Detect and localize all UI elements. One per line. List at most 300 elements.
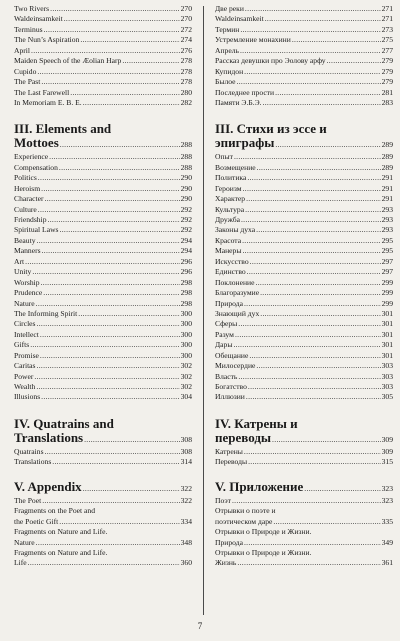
entry-title: Власть xyxy=(215,371,238,381)
dot-leader xyxy=(246,194,381,204)
toc-entry xyxy=(215,4,393,14)
entry-page: 294 xyxy=(180,235,192,245)
dot-leader xyxy=(80,35,179,45)
dot-leader xyxy=(31,46,180,56)
section-heading-line xyxy=(215,431,393,447)
entry-title: The Nun’s Aspiration xyxy=(14,35,80,45)
section-heading-text: переводы xyxy=(215,429,272,445)
entry-page: 303 xyxy=(381,371,393,381)
dot-leader xyxy=(244,67,380,77)
entry-page: 293 xyxy=(381,215,393,224)
dot-leader xyxy=(249,351,380,361)
section-page: 289 xyxy=(381,140,393,150)
toc-entry xyxy=(215,278,393,288)
entry-page: 301 xyxy=(381,340,393,350)
toc-entry xyxy=(215,319,393,329)
dot-leader xyxy=(70,88,179,98)
toc-entry xyxy=(14,257,192,267)
entry-title: Возмещение xyxy=(215,162,256,172)
toc-entry xyxy=(215,225,393,235)
dot-leader xyxy=(28,558,180,568)
toc-entry xyxy=(215,340,393,350)
entry-page: 298 xyxy=(180,288,192,298)
toc-entry xyxy=(14,372,192,382)
toc-entry xyxy=(215,205,393,215)
toc-entry xyxy=(14,267,192,277)
toc-entry xyxy=(215,517,393,527)
entry-page: 302 xyxy=(180,361,192,371)
dot-leader xyxy=(327,56,381,66)
dot-leader xyxy=(59,517,179,527)
entry-title: Богатство xyxy=(215,382,247,391)
section-heading: IV. Quatrains and xyxy=(14,415,114,431)
entry-page: 300 xyxy=(180,350,192,360)
toc-entry xyxy=(14,288,192,298)
toc-entry xyxy=(215,309,393,319)
toc-entry xyxy=(14,361,192,371)
entry-title: Две реки xyxy=(215,4,244,13)
entry-page: 283 xyxy=(381,97,393,107)
entry-title: Переводы xyxy=(215,457,248,467)
entry-title: Maiden Speech of the Æolian Harp xyxy=(14,56,122,66)
toc-entry xyxy=(215,447,393,457)
dot-leader xyxy=(263,98,381,108)
entry-page: 304 xyxy=(180,392,192,402)
dot-leader xyxy=(41,77,179,87)
dot-leader xyxy=(37,319,180,329)
dot-leader xyxy=(34,372,179,382)
entry-title: Купидон xyxy=(215,66,244,76)
entry-page: 272 xyxy=(180,24,192,34)
entry-title: Caritas xyxy=(14,361,36,371)
dot-leader xyxy=(241,215,381,225)
toc-entry xyxy=(14,67,192,77)
entry-title: Character xyxy=(14,194,44,204)
entry-page: 295 xyxy=(381,246,393,256)
entry-title: The Informing Spirit xyxy=(14,308,78,318)
entry-title: Природа xyxy=(215,537,243,547)
dot-leader xyxy=(38,205,180,215)
toc-entry xyxy=(215,14,393,24)
entry-page: 292 xyxy=(180,204,192,214)
dot-leader xyxy=(60,138,180,152)
toc-entry xyxy=(14,340,192,350)
entry-page: 296 xyxy=(180,267,192,277)
entry-page: 293 xyxy=(381,204,393,214)
section-spacer xyxy=(14,403,192,417)
toc-entry xyxy=(14,98,192,108)
entry-page: 303 xyxy=(381,382,393,391)
dot-leader xyxy=(245,4,381,14)
entry-title: Разум xyxy=(215,329,234,339)
entry-page: 308 xyxy=(180,446,192,456)
entry-page: 302 xyxy=(180,371,192,381)
dot-leader xyxy=(36,299,180,309)
dot-leader xyxy=(260,309,380,319)
dot-leader xyxy=(41,278,180,288)
toc-entry-lead: Fragments on the Poet and xyxy=(14,506,95,516)
toc-entry xyxy=(215,152,393,162)
dot-leader xyxy=(248,457,381,467)
entry-title: Былое xyxy=(215,77,236,87)
entry-page: 288 xyxy=(180,152,192,162)
entry-page: 277 xyxy=(381,45,393,55)
entry-page: 282 xyxy=(180,97,192,107)
entry-page: 288 xyxy=(180,162,192,172)
dot-leader xyxy=(242,246,380,256)
entry-page: 276 xyxy=(180,45,192,55)
entry-title: Сферы xyxy=(215,319,238,329)
entry-page: 300 xyxy=(180,340,192,350)
entry-page: 292 xyxy=(180,225,192,235)
dot-leader xyxy=(40,330,180,340)
entry-page: 300 xyxy=(180,319,192,329)
section-heading: IV. Катрены и xyxy=(215,415,298,431)
entry-title: Art xyxy=(14,256,25,266)
toc-entry xyxy=(215,392,393,402)
entry-title: Характер xyxy=(215,194,246,204)
dot-leader xyxy=(304,482,380,496)
section-spacer xyxy=(215,468,393,480)
entry-page: 281 xyxy=(381,87,393,97)
entry-page: 335 xyxy=(381,516,393,526)
entry-title: Gifts xyxy=(14,340,30,350)
dot-leader xyxy=(275,138,380,152)
entry-page: 293 xyxy=(381,225,393,235)
dot-leader xyxy=(237,558,380,568)
dot-leader xyxy=(78,309,179,319)
entry-page: 279 xyxy=(381,77,393,87)
section-page: 309 xyxy=(381,434,393,444)
entry-title: поэтическом даре xyxy=(215,516,273,526)
dot-leader xyxy=(122,56,179,66)
toc-entry xyxy=(215,382,393,392)
dot-leader xyxy=(275,88,381,98)
dot-leader xyxy=(244,447,381,457)
entry-title: Circles xyxy=(14,319,36,329)
entry-title: Иллюзии xyxy=(215,392,245,402)
entry-page: 271 xyxy=(381,4,393,13)
entry-title: Prudence xyxy=(14,288,43,298)
dot-leader xyxy=(30,340,179,350)
entry-title: Manners xyxy=(14,246,41,256)
entry-title: Worship xyxy=(14,277,40,287)
toc-entry xyxy=(215,25,393,35)
dot-leader xyxy=(49,152,179,162)
toc-entry xyxy=(215,267,393,277)
entry-page: 292 xyxy=(180,215,192,224)
entry-page: 298 xyxy=(180,298,192,308)
toc-entry xyxy=(14,496,192,506)
toc-entry xyxy=(215,163,393,173)
entry-title: Culture xyxy=(14,204,37,214)
toc-entry xyxy=(14,152,192,162)
entry-title: Cupido xyxy=(14,66,37,76)
entry-page: 301 xyxy=(381,350,393,360)
toc-entry xyxy=(14,457,192,467)
entry-title: Terminus xyxy=(14,24,43,34)
entry-title: Обещание xyxy=(215,350,249,360)
entry-title: Искусство xyxy=(215,256,249,266)
entry-title: Quatrains xyxy=(14,446,44,456)
toc-entry xyxy=(14,558,192,568)
entry-title: Power xyxy=(14,371,34,381)
section-heading-text: Translations xyxy=(14,429,84,445)
section-page: 322 xyxy=(180,483,192,493)
toc-entry xyxy=(14,351,192,361)
toc-entry-lead: Отрывки о поэте и xyxy=(215,506,276,516)
dot-leader xyxy=(38,173,180,183)
toc-entry xyxy=(215,56,393,66)
toc-entry xyxy=(215,88,393,98)
entry-title: Nature xyxy=(14,298,35,308)
dot-leader xyxy=(244,299,381,309)
dot-leader xyxy=(83,482,180,496)
entry-page: 291 xyxy=(381,183,393,193)
entry-page: 278 xyxy=(180,56,192,66)
section-page: 308 xyxy=(180,434,192,444)
toc-entry xyxy=(14,309,192,319)
dot-leader xyxy=(32,267,179,277)
toc-entry xyxy=(215,372,393,382)
entry-page: 296 xyxy=(180,256,192,266)
toc-entry xyxy=(14,517,192,527)
entry-page: 298 xyxy=(180,277,192,287)
entry-page: 289 xyxy=(381,152,393,162)
entry-page: 361 xyxy=(381,558,393,568)
section-spacer xyxy=(215,403,393,417)
entry-title: The Poet xyxy=(14,495,42,505)
entry-title: Дары xyxy=(215,340,233,350)
entry-page: 301 xyxy=(381,329,393,339)
dot-leader xyxy=(265,14,381,24)
dot-leader xyxy=(257,163,381,173)
section-heading-line xyxy=(14,480,192,496)
toc-column-russian xyxy=(215,4,393,569)
toc-entry xyxy=(14,392,192,402)
entry-page: 271 xyxy=(381,14,393,24)
entry-title: Waldeinsamkeit xyxy=(14,14,63,24)
toc-entry xyxy=(14,77,192,87)
toc-entry xyxy=(215,330,393,340)
entry-page: 290 xyxy=(180,194,192,204)
entry-page: 299 xyxy=(381,298,393,308)
entry-title: Поэт xyxy=(215,495,231,505)
dot-leader xyxy=(237,77,381,87)
entry-title: Wealth xyxy=(14,382,36,391)
section-page: 323 xyxy=(381,483,393,493)
toc-entry xyxy=(14,215,192,225)
entry-title: Устремление монахини xyxy=(215,35,291,45)
entry-title: Experience xyxy=(14,152,49,162)
toc-entry-lead: Fragments on Nature and Life. xyxy=(14,547,108,557)
dot-leader xyxy=(235,330,381,340)
dot-leader xyxy=(83,98,180,108)
entry-page: 360 xyxy=(180,558,192,568)
column-divider xyxy=(203,6,204,615)
dot-leader xyxy=(48,215,180,225)
dot-leader xyxy=(234,152,381,162)
dot-leader xyxy=(60,225,180,235)
dot-leader xyxy=(243,184,381,194)
dot-leader xyxy=(37,67,179,77)
dot-leader xyxy=(41,184,179,194)
dot-leader xyxy=(52,457,179,467)
entry-page: 301 xyxy=(381,319,393,329)
dot-leader xyxy=(246,392,381,402)
entry-title: Life xyxy=(14,558,27,568)
entry-title: Illusions xyxy=(14,392,41,402)
entry-title: Культура xyxy=(215,204,245,214)
entry-page: 323 xyxy=(381,495,393,505)
dot-leader xyxy=(273,517,380,527)
toc-entry-lead: Отрывки о Природе и Жизни. xyxy=(215,547,312,557)
entry-page: 270 xyxy=(180,4,192,13)
entry-page: 279 xyxy=(381,66,393,76)
entry-page: 302 xyxy=(180,382,192,391)
toc-entry xyxy=(14,205,192,215)
entry-title: Nature xyxy=(14,537,35,547)
entry-title: Поклонение xyxy=(215,277,255,287)
dot-leader xyxy=(240,46,381,56)
dot-leader xyxy=(42,496,179,506)
toc-entry xyxy=(14,14,192,24)
entry-title: Heroism xyxy=(14,183,41,193)
dot-leader xyxy=(43,288,179,298)
section-spacer xyxy=(14,468,192,480)
entry-page: 273 xyxy=(381,24,393,34)
toc-entry xyxy=(215,184,393,194)
toc-entry xyxy=(14,278,192,288)
section-heading-text: эпиграфы xyxy=(215,135,275,151)
dot-leader xyxy=(233,340,380,350)
entry-title: Intellect xyxy=(14,329,39,339)
entry-page: 309 xyxy=(381,446,393,456)
dot-leader xyxy=(238,319,380,329)
entry-title: Знающий дух xyxy=(215,308,260,318)
entry-page: 278 xyxy=(180,77,192,87)
entry-title: April xyxy=(14,45,31,55)
dot-leader xyxy=(45,194,180,204)
entry-title: Манеры xyxy=(215,246,242,256)
toc-entry xyxy=(215,215,393,225)
entry-page: 279 xyxy=(381,56,393,66)
toc-entry xyxy=(14,25,192,35)
entry-title: Beauty xyxy=(14,235,36,245)
entry-title: Природа xyxy=(215,298,243,308)
entry-page: 289 xyxy=(381,162,393,172)
entry-page: 299 xyxy=(381,288,393,298)
entry-title: Героизм xyxy=(215,183,242,193)
entry-title: Термин xyxy=(215,24,240,34)
entry-title: Милосердие xyxy=(215,361,256,371)
toc-entry xyxy=(215,288,393,298)
entry-title: Красота xyxy=(215,235,242,245)
dot-leader xyxy=(42,246,180,256)
dot-leader xyxy=(238,372,380,382)
entry-title: The Past xyxy=(14,77,41,87)
toc-entry xyxy=(14,88,192,98)
entry-page: 278 xyxy=(180,66,192,76)
entry-page: 291 xyxy=(381,173,393,183)
toc-entry xyxy=(215,77,393,87)
page-number: 7 xyxy=(197,621,203,631)
entry-page: 348 xyxy=(180,537,192,547)
entry-title: Катрены xyxy=(215,446,243,456)
toc-entry xyxy=(215,173,393,183)
toc-entry-lead: Отрывки о Природе и Жизни. xyxy=(215,527,312,537)
toc-entry xyxy=(14,299,192,309)
entry-title: Compensation xyxy=(14,162,58,172)
entry-title: Unity xyxy=(14,267,32,277)
dot-leader xyxy=(256,278,381,288)
dot-leader xyxy=(84,433,180,447)
toc-entry-lead: Fragments on Nature and Life. xyxy=(14,527,108,537)
dot-leader xyxy=(37,236,180,246)
dot-leader xyxy=(256,361,380,371)
entry-title: Рассказ девушки про Эолову арфу xyxy=(215,56,326,66)
entry-page: 314 xyxy=(180,457,192,467)
dot-leader xyxy=(37,361,180,371)
toc-entry xyxy=(215,67,393,77)
toc-entry xyxy=(14,236,192,246)
entry-page: 280 xyxy=(180,87,192,97)
section-heading-line xyxy=(215,480,393,496)
toc-entry xyxy=(215,236,393,246)
entry-page: 315 xyxy=(381,457,393,467)
entry-page: 274 xyxy=(180,35,192,45)
entry-title: Последнее прости xyxy=(215,87,275,97)
entry-title: Благоразумие xyxy=(215,288,260,298)
entry-title: Законы духа xyxy=(215,225,256,235)
entry-page: 297 xyxy=(381,267,393,277)
toc-entry xyxy=(215,246,393,256)
dot-leader xyxy=(247,173,380,183)
toc-entry xyxy=(215,496,393,506)
entry-title: The Last Farewell xyxy=(14,87,70,97)
toc-entry xyxy=(215,457,393,467)
toc-entry xyxy=(215,538,393,548)
dot-leader xyxy=(292,35,381,45)
dot-leader xyxy=(242,236,381,246)
section-heading-text: Mottoes xyxy=(14,135,59,151)
toc-entry xyxy=(215,98,393,108)
toc-entry xyxy=(215,351,393,361)
toc-entry xyxy=(215,35,393,45)
toc-entry xyxy=(14,163,192,173)
dot-leader xyxy=(250,257,381,267)
toc-entry xyxy=(14,382,192,392)
toc-entry xyxy=(215,361,393,371)
entry-title: Политика xyxy=(215,173,247,183)
entry-title: Единство xyxy=(215,267,246,277)
entry-title: Two Rivers xyxy=(14,4,50,13)
entry-title: the Poetic Gift xyxy=(14,516,59,526)
entry-title: Waldeinsamkeit xyxy=(215,14,264,24)
dot-leader xyxy=(232,496,381,506)
entry-page: 322 xyxy=(180,495,192,505)
section-heading: III. Elements and xyxy=(14,121,112,137)
entry-title: Friendship xyxy=(14,215,47,224)
section-spacer xyxy=(14,108,192,122)
entry-title: Spiritual Laws xyxy=(14,225,59,235)
section-spacer xyxy=(215,108,393,122)
toc-entry xyxy=(14,319,192,329)
toc-entry xyxy=(14,4,192,14)
toc-entry xyxy=(215,299,393,309)
entry-page: 294 xyxy=(180,246,192,256)
entry-page: 349 xyxy=(381,537,393,547)
